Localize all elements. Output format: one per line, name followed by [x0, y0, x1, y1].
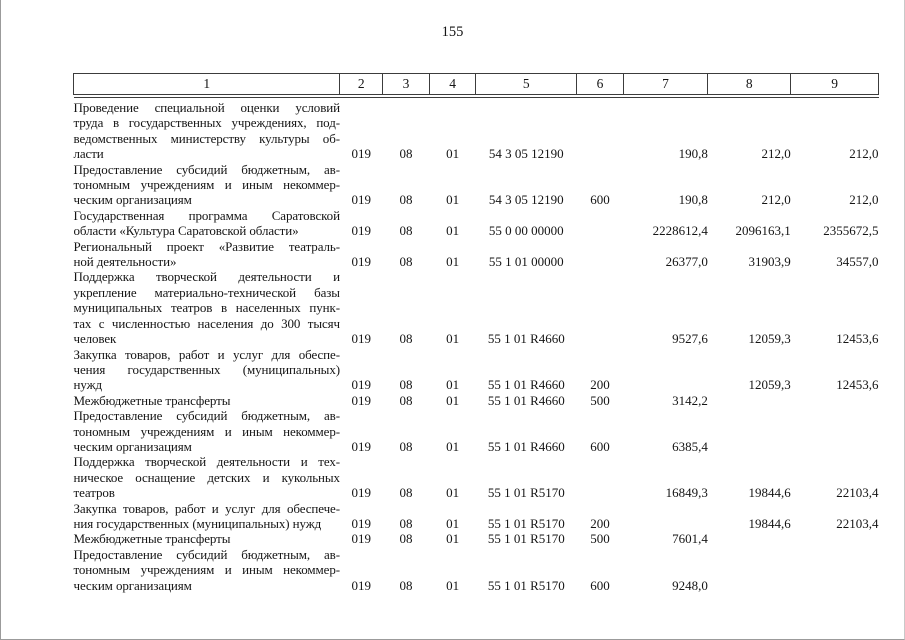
cell-amount-year3: 212,0 — [849, 192, 879, 208]
cell-amount-year2 — [708, 408, 791, 454]
description-cell — [74, 347, 340, 393]
cell-chief-administrator: 019 — [351, 146, 372, 162]
cell-amount-year3: 2355672,5 — [823, 223, 879, 239]
header-cell-2: 2 — [340, 74, 383, 95]
header-cell-1: 1 — [74, 74, 340, 95]
cell-subsection: 01 — [446, 331, 460, 347]
cell-subsection: 01 — [446, 577, 460, 593]
cell-amount-year3: 34557,0 — [836, 254, 879, 270]
description-line: муниципальных театров в населенных пунк- — [73, 300, 340, 316]
cell-amount-year2: 212,0 — [761, 192, 791, 208]
description-cell — [74, 501, 340, 532]
cell-section: 08 — [399, 531, 413, 547]
cell-expense-type — [577, 269, 624, 346]
cell-amount-year3: 12453,6 — [836, 377, 879, 393]
description-line: театров — [73, 485, 115, 501]
cell-subsection: 01 — [446, 192, 460, 208]
cell-target-article: 55 1 01 00000 — [488, 254, 564, 270]
description-line: ническое оснащение детских и кукольных — [73, 469, 340, 485]
cell-amount-year3: 22103,4 — [836, 515, 879, 531]
cell-subsection: 01 — [446, 515, 460, 531]
header-cell-6: 6 — [577, 74, 624, 95]
cell-expense-type — [577, 239, 624, 270]
cell-target-article: 55 1 01 R5170 — [487, 485, 565, 501]
description-line: Проведение специальной оценки условий — [73, 100, 340, 115]
description-line: Закупка товаров, работ и услуг для обеспече- — [73, 500, 340, 516]
description-line: тах с численностью населения до 300 тысяч — [73, 315, 340, 331]
description-line: Поддержка творческой деятельности и — [73, 269, 340, 285]
cell-section: 08 — [399, 254, 413, 270]
cell-amount-year3: 22103,4 — [836, 485, 879, 501]
cell-amount-year1: 26377,0 — [665, 254, 708, 270]
description-line: ческим организациям — [73, 577, 192, 593]
description-cell — [74, 98, 340, 162]
cell-subsection: 01 — [446, 438, 460, 454]
cell-chief-administrator: 019 — [351, 515, 372, 531]
cell-amount-year2: 31903,9 — [748, 254, 791, 270]
cell-expense-type — [577, 208, 624, 239]
cell-amount-year1: 9527,6 — [672, 331, 708, 347]
description-line: Межбюджетные трансферты — [73, 392, 231, 408]
cell-target-article: 55 1 01 R5170 — [487, 515, 565, 531]
table-row — [74, 98, 879, 162]
cell-expense-type: 600 — [590, 192, 610, 208]
description-line: Поддержка творческой деятельности и тех- — [73, 454, 340, 470]
header-cell-4: 4 — [429, 74, 476, 95]
cell-section: 08 — [399, 146, 413, 162]
cell-amount-year1: 190,8 — [678, 146, 708, 162]
cell-section: 08 — [399, 577, 413, 593]
cell-subsection: 01 — [446, 254, 460, 270]
cell-target-article: 55 1 01 R4660 — [487, 392, 565, 408]
cell-chief-administrator: 019 — [351, 254, 372, 270]
cell-amount-year1: 16849,3 — [665, 485, 708, 501]
cell-section: 08 — [399, 392, 413, 408]
description-cell — [74, 162, 340, 208]
header-cell-7: 7 — [623, 74, 708, 95]
description-cell — [74, 239, 340, 270]
cell-amount-year1: 6385,4 — [672, 438, 708, 454]
cell-expense-type: 500 — [590, 531, 610, 547]
cell-section: 08 — [399, 515, 413, 531]
cell-expense-type: 500 — [590, 392, 610, 408]
cell-subsection: 01 — [446, 223, 460, 239]
cell-amount-year1 — [623, 501, 708, 532]
cell-amount-year2: 12059,3 — [748, 377, 791, 393]
cell-amount-year2: 19844,6 — [748, 485, 791, 501]
cell-target-article: 55 1 01 R4660 — [487, 331, 565, 347]
description-line: тономным учреждениям и иным некоммер- — [73, 423, 340, 439]
cell-amount-year1: 190,8 — [678, 192, 708, 208]
cell-subsection: 01 — [446, 392, 460, 408]
cell-amount-year3 — [791, 393, 879, 408]
cell-chief-administrator: 019 — [351, 531, 372, 547]
description-line: нужд — [73, 377, 102, 393]
cell-amount-year2: 212,0 — [761, 146, 791, 162]
cell-expense-type: 200 — [590, 515, 610, 531]
description-line: Предоставление субсидий бюджетным, ав- — [73, 408, 340, 424]
description-line: ческим организациям — [73, 192, 192, 208]
description-line: укрепление материально-технической базы — [73, 284, 340, 300]
cell-amount-year2: 12059,3 — [748, 331, 791, 347]
cell-expense-type: 600 — [590, 438, 610, 454]
cell-chief-administrator: 019 — [351, 377, 372, 393]
header-cell-3: 3 — [383, 74, 430, 95]
table-row — [74, 269, 879, 346]
cell-expense-type — [577, 98, 624, 162]
description-line: ласти — [73, 146, 104, 162]
cell-expense-type: 600 — [590, 577, 610, 593]
table-row — [74, 501, 879, 532]
budget-table — [73, 73, 879, 593]
cell-section: 08 — [399, 331, 413, 347]
cell-amount-year1: 9248,0 — [672, 577, 708, 593]
cell-amount-year1: 7601,4 — [672, 531, 708, 547]
table-row — [74, 208, 879, 239]
cell-target-article: 54 3 05 12190 — [488, 192, 564, 208]
description-line: Государственная программа Саратовской — [73, 207, 340, 223]
description-cell — [74, 547, 340, 593]
cell-expense-type: 200 — [590, 377, 610, 393]
table-body — [74, 98, 879, 594]
description-line: ной деятельности» — [73, 254, 177, 270]
table-row — [74, 393, 879, 408]
table-row — [74, 162, 879, 208]
cell-amount-year3: 12453,6 — [836, 331, 879, 347]
description-cell — [74, 208, 340, 239]
cell-section: 08 — [399, 485, 413, 501]
description-line: ческим организациям — [73, 438, 192, 454]
table-row — [74, 547, 879, 593]
description-line: человек — [73, 331, 117, 347]
header-cell-9: 9 — [791, 74, 879, 95]
cell-section: 08 — [399, 438, 413, 454]
cell-amount-year1: 3142,2 — [672, 392, 708, 408]
description-line: тономным учреждениям и иным некоммер- — [73, 177, 340, 193]
description-line: труда в государственных учреждениях, под- — [73, 115, 340, 131]
table-row — [74, 454, 879, 500]
cell-amount-year3 — [791, 408, 879, 454]
cell-amount-year2 — [708, 531, 791, 546]
cell-chief-administrator: 019 — [351, 577, 372, 593]
cell-chief-administrator: 019 — [351, 438, 372, 454]
description-line: Закупка товаров, работ и услуг для обеспе- — [73, 346, 340, 362]
description-line: Региональный проект «Развитие театраль- — [73, 238, 340, 254]
cell-amount-year3 — [791, 531, 879, 546]
cell-subsection: 01 — [446, 377, 460, 393]
cell-chief-administrator: 019 — [351, 392, 372, 408]
cell-subsection: 01 — [446, 485, 460, 501]
cell-target-article: 54 3 05 12190 — [488, 146, 564, 162]
cell-chief-administrator: 019 — [351, 331, 372, 347]
description-line: тономным учреждениям и иным некоммер- — [73, 562, 340, 578]
page-number: 155 — [441, 24, 464, 40]
cell-amount-year1 — [623, 347, 708, 393]
cell-amount-year2 — [708, 393, 791, 408]
description-cell — [74, 531, 340, 546]
cell-chief-administrator: 019 — [351, 223, 372, 239]
description-line: Межбюджетные трансферты — [73, 531, 231, 547]
cell-target-article: 55 0 00 00000 — [488, 223, 564, 239]
cell-target-article: 55 1 01 R5170 — [487, 531, 565, 547]
description-line: ния государственных (муниципальных) нужд — [73, 515, 322, 531]
cell-amount-year2 — [708, 547, 791, 593]
table-row — [74, 531, 879, 546]
cell-expense-type — [577, 454, 624, 500]
cell-subsection: 01 — [446, 146, 460, 162]
header-cell-8: 8 — [708, 74, 791, 95]
description-cell — [74, 454, 340, 500]
table-row — [74, 239, 879, 270]
description-cell — [74, 393, 340, 408]
description-line: чения государственных (муниципальных) — [73, 361, 340, 377]
description-cell — [74, 269, 340, 346]
cell-section: 08 — [399, 192, 413, 208]
cell-amount-year2: 2096163,1 — [735, 223, 791, 239]
cell-target-article: 55 1 01 R4660 — [487, 438, 565, 454]
cell-section: 08 — [399, 377, 413, 393]
description-cell — [74, 408, 340, 454]
cell-amount-year3 — [791, 547, 879, 593]
cell-amount-year1: 2228612,4 — [652, 223, 708, 239]
description-line: Предоставление субсидий бюджетным, ав- — [73, 546, 340, 562]
cell-amount-year2: 19844,6 — [748, 515, 791, 531]
description-line: ведомственных министерству культуры об- — [73, 130, 340, 146]
description-line: области «Культура Саратовской области» — [73, 223, 299, 239]
table-row — [74, 347, 879, 393]
cell-chief-administrator: 019 — [351, 485, 372, 501]
cell-amount-year3: 212,0 — [849, 146, 879, 162]
cell-target-article: 55 1 01 R5170 — [487, 577, 565, 593]
cell-target-article: 55 1 01 R4660 — [487, 377, 565, 393]
header-cell-5: 5 — [476, 74, 577, 95]
cell-section: 08 — [399, 223, 413, 239]
table-row — [74, 408, 879, 454]
cell-chief-administrator: 019 — [351, 192, 372, 208]
table-header-row — [74, 74, 879, 95]
description-line: Предоставление субсидий бюджетным, ав- — [73, 161, 340, 177]
cell-subsection: 01 — [446, 531, 460, 547]
